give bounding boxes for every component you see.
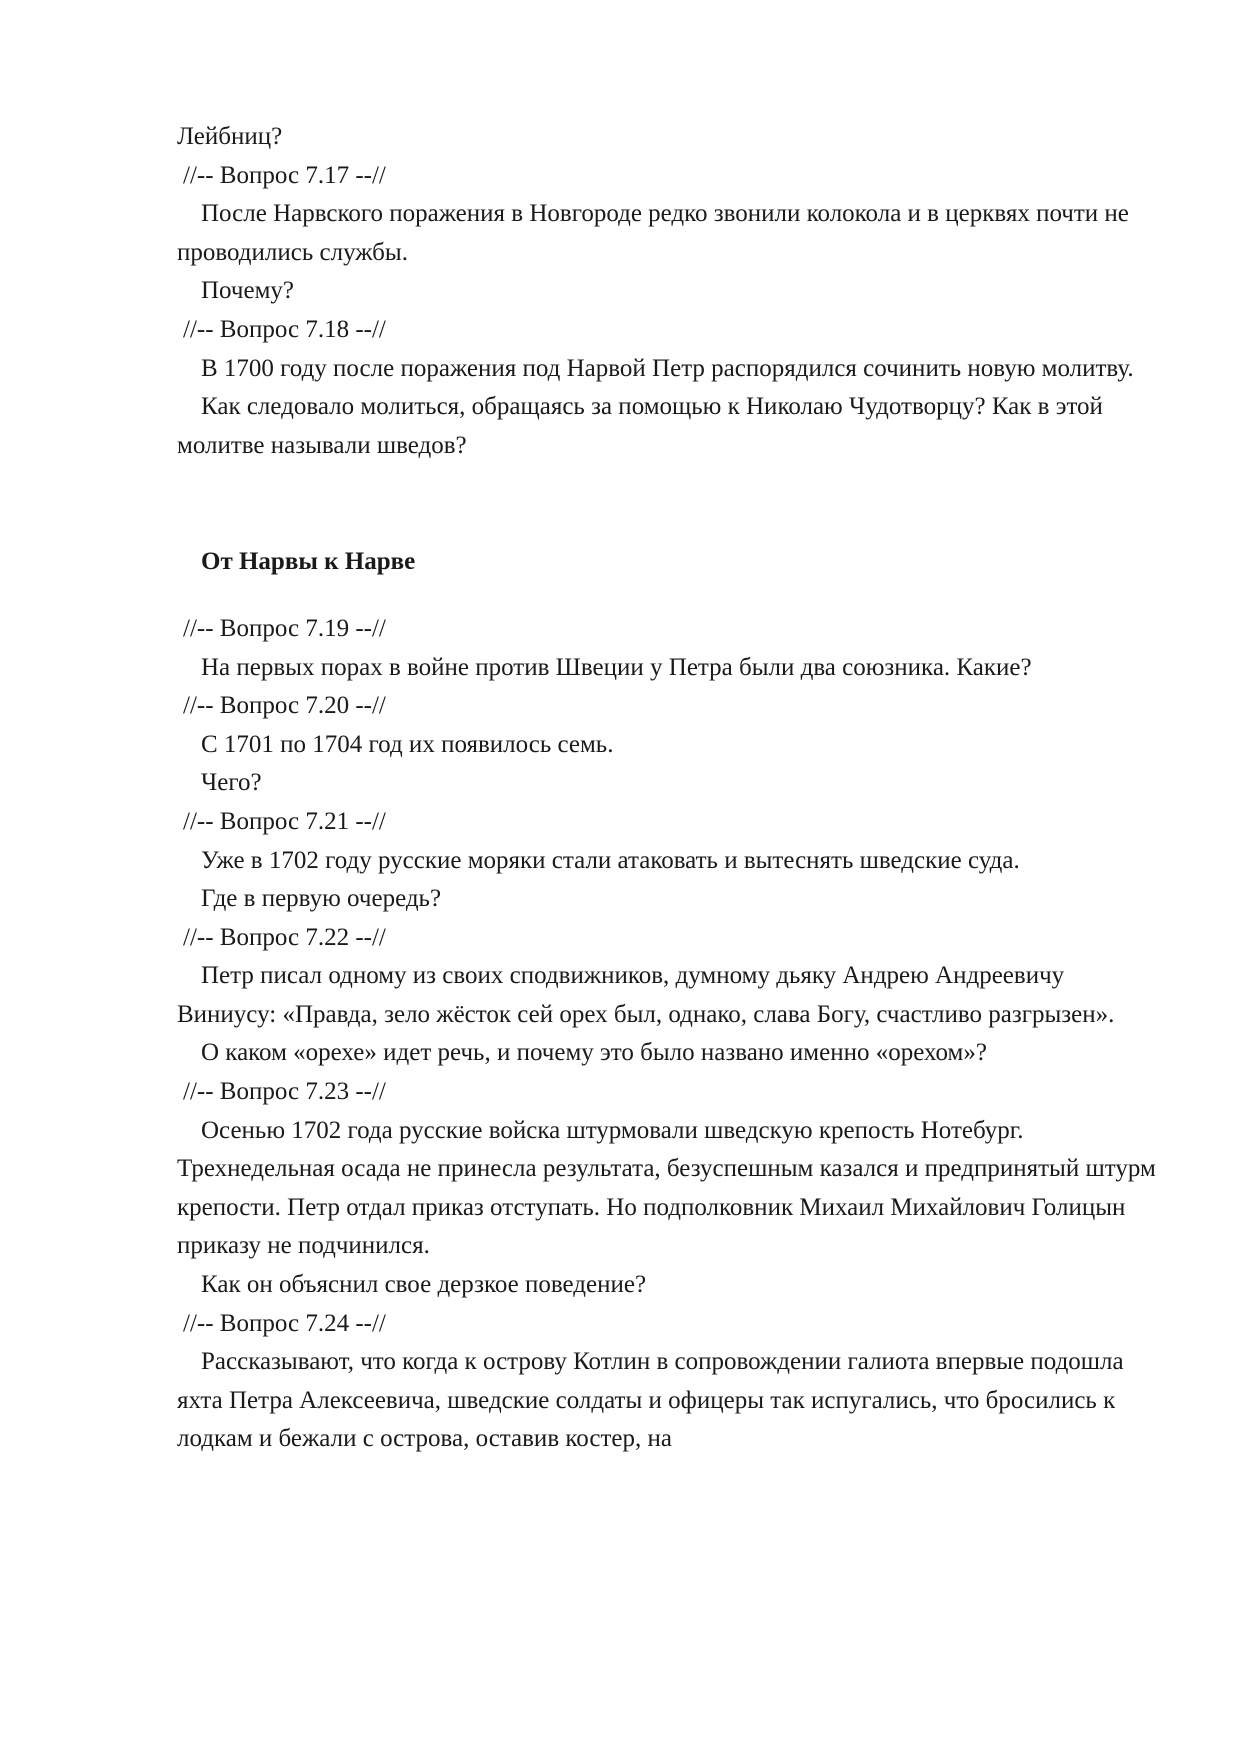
- paragraph: Чего?: [201, 769, 262, 797]
- paragraph: С 1701 по 1704 год их появилось семь.: [201, 730, 614, 758]
- text-section-bottom: [177, 610, 1157, 1459]
- document-page: [177, 118, 1157, 1459]
- section-heading: От Нарвы к Нарве: [201, 548, 416, 576]
- paragraph: Почему?: [201, 277, 294, 305]
- paragraph: О каком «орехе» идет речь, и почему это было названо именно «орехом»?: [201, 1039, 987, 1067]
- question-marker: //-- Вопрос 7.19 --//: [183, 614, 386, 642]
- paragraph: Лейбниц?: [177, 123, 283, 150]
- paragraph: Где в первую очередь?: [201, 885, 442, 913]
- paragraph: После Нарвского поражения в Новгороде редко звонили колокола и в церквях почти не проводились службы.: [177, 200, 1129, 266]
- question-marker: //-- Вопрос 7.20 --//: [183, 692, 386, 720]
- paragraph: Петр писал одному из своих сподвижников, думному дьяку Андрею Андреевичу Виниусу: «Правда, зело жёсток сей орех был, однако, слава Богу, счастливо разгрызен».: [177, 962, 1115, 1028]
- paragraph: В 1700 году после поражения под Нарвой Петр распорядился сочинить новую молитву.: [201, 354, 1134, 382]
- text-section-top: [177, 118, 1157, 465]
- question-marker: //-- Вопрос 7.21 --//: [183, 807, 386, 835]
- paragraph: На первых порах в войне против Швеции у Петра были два союзника. Какие?: [201, 653, 1032, 681]
- question-marker: //-- Вопрос 7.17 --//: [183, 161, 386, 189]
- paragraph: Как следовало молиться, обращаясь за помощью к Николаю Чудотворцу? Как в этой молитве называли шведов?: [177, 393, 1103, 459]
- question-marker: //-- Вопрос 7.18 --//: [183, 315, 386, 343]
- question-marker: //-- Вопрос 7.22 --//: [183, 923, 386, 951]
- paragraph: Рассказывают, что когда к острову Котлин в сопровождении галиота впервые подошла яхта Петра Алексеевича, шведские солдаты и офицеры так испугались, что бросились к лодкам и бежали с острова, оставив костер, на: [177, 1348, 1124, 1453]
- paragraph: Уже в 1702 году русские моряки стали атаковать и вытеснять шведские суда.: [201, 846, 1020, 874]
- paragraph: Как он объяснил свое дерзкое поведение?: [201, 1271, 647, 1299]
- question-marker: //-- Вопрос 7.23 --//: [183, 1078, 386, 1106]
- question-marker: //-- Вопрос 7.24 --//: [183, 1309, 386, 1337]
- paragraph: Осенью 1702 года русские войска штурмовали шведскую крепость Нотебург. Трехнедельная осада не принесла результата, безуспешным казался и предпринятый штурм крепости. Петр отдал приказ отступать. Но подполковник Михаил Михайлович Голицын приказу не подчинился.: [177, 1116, 1156, 1260]
